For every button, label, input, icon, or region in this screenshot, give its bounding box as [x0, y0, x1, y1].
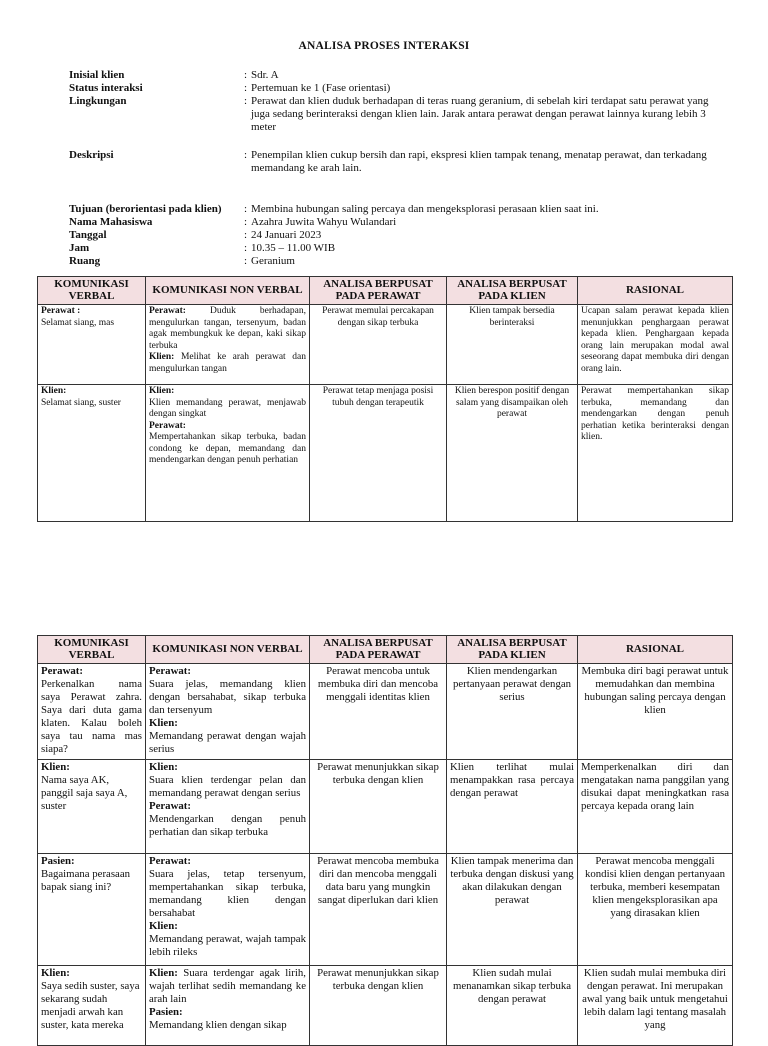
- info-status: [69, 82, 709, 95]
- nonverbal-label: Klien:: [149, 920, 178, 932]
- info-label: Tujuan (berorientasi pada klien): [69, 203, 222, 215]
- nonverbal-label: Perawat:: [149, 665, 191, 677]
- cell-verbal: [38, 664, 146, 760]
- header-verbal: KOMUNIKASI VERBAL: [38, 277, 146, 305]
- info-value: 24 Januari 2023: [251, 229, 322, 241]
- cell-nonverbal: [146, 966, 310, 1046]
- info-label: Deskripsi: [69, 149, 114, 161]
- nonverbal-text: Memandang klien dengan sikap: [149, 1019, 287, 1031]
- info-colon: :: [244, 229, 248, 241]
- speaker-label: Perawat :: [41, 306, 81, 316]
- info-value: Sdr. A: [251, 69, 279, 81]
- speaker-label: Klien:: [41, 967, 70, 979]
- cell-rasional: Membuka diri bagi perawat untuk memudahkan dan membina hubungan saling percaya dengan klien: [578, 664, 733, 760]
- info-label: Inisial klien: [69, 69, 125, 81]
- nonverbal-label: Klien:: [149, 352, 175, 362]
- info-value: 10.35 – 11.00 WIB: [251, 242, 336, 254]
- table-row: [38, 305, 733, 385]
- nonverbal-label: Klien:: [149, 761, 178, 773]
- header-klien: ANALISA BERPUSAT PADA KLIEN: [447, 636, 578, 664]
- nonverbal-label: Perawat:: [149, 800, 191, 812]
- nonverbal-text: Memandang perawat dengan wajah serius: [149, 730, 306, 755]
- cell-analisa-klien: Klien tampak menerima dan terbuka dengan diskusi yang akan dilakukan dengan perawat: [447, 854, 578, 966]
- cell-analisa-perawat: Perawat mencoba untuk membuka diri dan mencoba menggali identitas klien: [310, 664, 447, 760]
- nonverbal-label: Pasien:: [149, 1006, 183, 1018]
- nonverbal-label: Perawat:: [149, 306, 186, 316]
- header-verbal: KOMUNIKASI VERBAL: [38, 636, 146, 664]
- nonverbal-text: Suara klien terdengar pelan dan memandang perawat dengan serius: [149, 774, 306, 799]
- cell-analisa-klien: Klien terlihat mulai menampakkan rasa percaya dengan perawat: [447, 760, 578, 854]
- header-klien: ANALISA BERPUSAT PADA KLIEN: [447, 277, 578, 305]
- header-perawat: ANALISA BERPUSAT PADA PERAWAT: [310, 277, 447, 305]
- table-row: [38, 664, 733, 760]
- header-rasional: RASIONAL: [578, 277, 733, 305]
- nonverbal-text: Melihat ke arah perawat dan mengulurkan tangan: [149, 352, 306, 374]
- cell-verbal: [38, 305, 146, 385]
- nonverbal-text: Suara jelas, tetap tersenyum, mempertahankan sikap terbuka, memandang klien dengan bersahabat: [149, 868, 306, 919]
- info-tanggal: [69, 229, 709, 242]
- cell-analisa-klien: Klien mendengarkan pertanyaan perawat dengan serius: [447, 664, 578, 760]
- info-inisial: [69, 69, 709, 82]
- speaker-label: Pasien:: [41, 855, 75, 867]
- info-colon: :: [244, 69, 248, 81]
- info-value: Penempilan klien cukup bersih dan rapi, ekspresi klien tampak tenang, menatap perawat, dan terkadang memandang ke arah lain.: [251, 149, 707, 174]
- nonverbal-text: Memandang perawat, wajah tampak lebih rileks: [149, 933, 306, 958]
- info-label: Jam: [69, 242, 90, 254]
- nonverbal-text: Mempertahankan sikap terbuka, badan condong ke depan, memandang dan mendengarkan dengan penuh perhatian: [149, 432, 306, 465]
- verbal-text: Selamat siang, mas: [41, 317, 115, 328]
- info-label: Nama Mahasiswa: [69, 216, 153, 228]
- info-value: Azahra Juwita Wahyu Wulandari: [251, 216, 397, 228]
- verbal-text: Saya sedih suster, saya sekarang sudah menjadi arwah kan suster, kata mereka: [41, 980, 140, 1031]
- verbal-text: Selamat siang, suster: [41, 397, 121, 408]
- interaction-table-2: [37, 635, 733, 1046]
- cell-analisa-klien: Klien sudah mulai menanamkan sikap terbuka dengan perawat: [447, 966, 578, 1046]
- cell-analisa-perawat: Perawat menunjukkan sikap terbuka dengan klien: [310, 760, 447, 854]
- nonverbal-label: Perawat:: [149, 855, 191, 867]
- info-label: Status interaksi: [69, 82, 143, 94]
- nonverbal-label: Klien:: [149, 717, 178, 729]
- cell-rasional: Perawat mencoba menggali kondisi klien dengan pertanyaan terbuka, memberi kesempatan klien mengeksplorasikan apa yang dirasakan klien: [578, 854, 733, 966]
- info-colon: :: [244, 149, 248, 161]
- speaker-label: Klien:: [41, 761, 70, 773]
- header-nonverbal: KOMUNIKASI NON VERBAL: [146, 277, 310, 305]
- cell-analisa-perawat: Perawat tetap menjaga posisi tubuh dengan terapeutik: [310, 385, 447, 522]
- header-nonverbal: KOMUNIKASI NON VERBAL: [146, 636, 310, 664]
- info-colon: :: [244, 95, 248, 107]
- nonverbal-text: Duduk berhadapan, mengulurkan tangan, tersenyum, badan agak membungkuk ke depan, kaki sikap terbuka: [149, 306, 307, 351]
- speaker-label: Klien:: [41, 386, 67, 396]
- info-colon: :: [244, 82, 248, 94]
- cell-nonverbal: [146, 385, 310, 522]
- nonverbal-text: Suara terdengar agak lirih, wajah terlihat sedih memandang ke arah lain: [149, 967, 306, 1005]
- speaker-label: Perawat:: [41, 665, 83, 677]
- info-value: Membina hubungan saling percaya dan mengeksplorasi perasaan klien saat ini.: [251, 203, 599, 215]
- interaction-table-1: [37, 276, 733, 522]
- cell-nonverbal: [146, 305, 310, 385]
- nonverbal-text: Klien memandang perawat, menjawab dengan singkat: [149, 397, 306, 419]
- cell-nonverbal: [146, 854, 310, 966]
- info-colon: :: [244, 203, 248, 215]
- info-jam: [69, 242, 709, 255]
- nonverbal-label: Klien:: [149, 386, 175, 396]
- info-value: Geranium: [251, 255, 295, 267]
- info-colon: :: [244, 216, 248, 228]
- info-colon: :: [244, 255, 248, 267]
- info-label: Tanggal: [69, 229, 107, 241]
- verbal-text: Perkenalkan nama saya Perawat zahra. Saya dari duta gama klaten. Kalau boleh saya tau nama mas siapa?: [41, 678, 142, 755]
- table-row: [38, 760, 733, 854]
- verbal-text: Nama saya AK, panggil saja saya A, suster: [41, 774, 128, 812]
- cell-rasional: Perawat mempertahankan sikap terbuka, memandang dan mendengarkan dengan penuh perhatian ketika berinteraksi dengan klien.: [578, 385, 733, 522]
- table-row: [38, 385, 733, 522]
- cell-verbal: [38, 760, 146, 854]
- header-rasional: RASIONAL: [578, 636, 733, 664]
- nonverbal-text: Mendengarkan dengan penuh perhatian dan sikap terbuka: [149, 813, 306, 838]
- cell-rasional: Memperkenalkan diri dan mengatakan nama panggilan yang disukai dapat meningkatkan rasa percaya kepada orang lain: [578, 760, 733, 854]
- header-perawat: ANALISA BERPUSAT PADA PERAWAT: [310, 636, 447, 664]
- info-deskripsi: [69, 149, 709, 175]
- nonverbal-text: Suara jelas, memandang klien dengan bersahabat, sikap terbuka dan tersenyum: [149, 678, 306, 716]
- cell-analisa-perawat: Perawat mencoba membuka diri dan mencoba menggali data baru yang mungkin sangat diperlukan dari klien: [310, 854, 447, 966]
- cell-analisa-perawat: Perawat memulai percakapan dengan sikap terbuka: [310, 305, 447, 385]
- cell-analisa-perawat: Perawat menunjukkan sikap terbuka dengan klien: [310, 966, 447, 1046]
- info-value: Perawat dan klien duduk berhadapan di teras ruang geranium, di sebelah kiri terdapat satu perawat yang juga sedang berinteraksi dengan klien lain. Jarak antara perawat dengan perawat lainnya kurang lebih 3 meter: [251, 95, 709, 133]
- cell-rasional: Klien sudah mulai membuka diri dengan perawat. Ini merupakan awal yang baik untuk mengetahui lebih dalam lagi tentang masalah yang: [578, 966, 733, 1046]
- cell-verbal: [38, 385, 146, 522]
- nonverbal-label: Perawat:: [149, 420, 186, 431]
- info-ruang: [69, 255, 709, 268]
- info-tujuan: [69, 203, 709, 216]
- cell-analisa-klien: Klien berespon positif dengan salam yang disampaikan oleh perawat: [447, 385, 578, 522]
- info-nama: [69, 216, 709, 229]
- cell-nonverbal: [146, 760, 310, 854]
- cell-verbal: [38, 854, 146, 966]
- info-colon: :: [244, 242, 248, 254]
- info-lingkungan: [69, 95, 709, 134]
- info-label: Ruang: [69, 255, 101, 267]
- cell-nonverbal: [146, 664, 310, 760]
- table-row: [38, 966, 733, 1046]
- cell-analisa-klien: Klien tampak bersedia berinteraksi: [447, 305, 578, 385]
- verbal-text: Bagaimana perasaan bapak siang ini?: [41, 868, 131, 893]
- cell-verbal: [38, 966, 146, 1046]
- info-value: Pertemuan ke 1 (Fase orientasi): [251, 82, 391, 94]
- cell-rasional: Ucapan salam perawat kepada klien menunjukkan penghargaan perawat kepada klien. Penghargaan kepada orang lain merupakan modal awal seseorang dapat membuka diri dengan orang lain.: [578, 305, 733, 385]
- info-label: Lingkungan: [69, 95, 127, 107]
- table-row: [38, 854, 733, 966]
- nonverbal-label: Klien:: [149, 967, 178, 979]
- page-title: ANALISA PROSES INTERAKSI: [298, 40, 470, 52]
